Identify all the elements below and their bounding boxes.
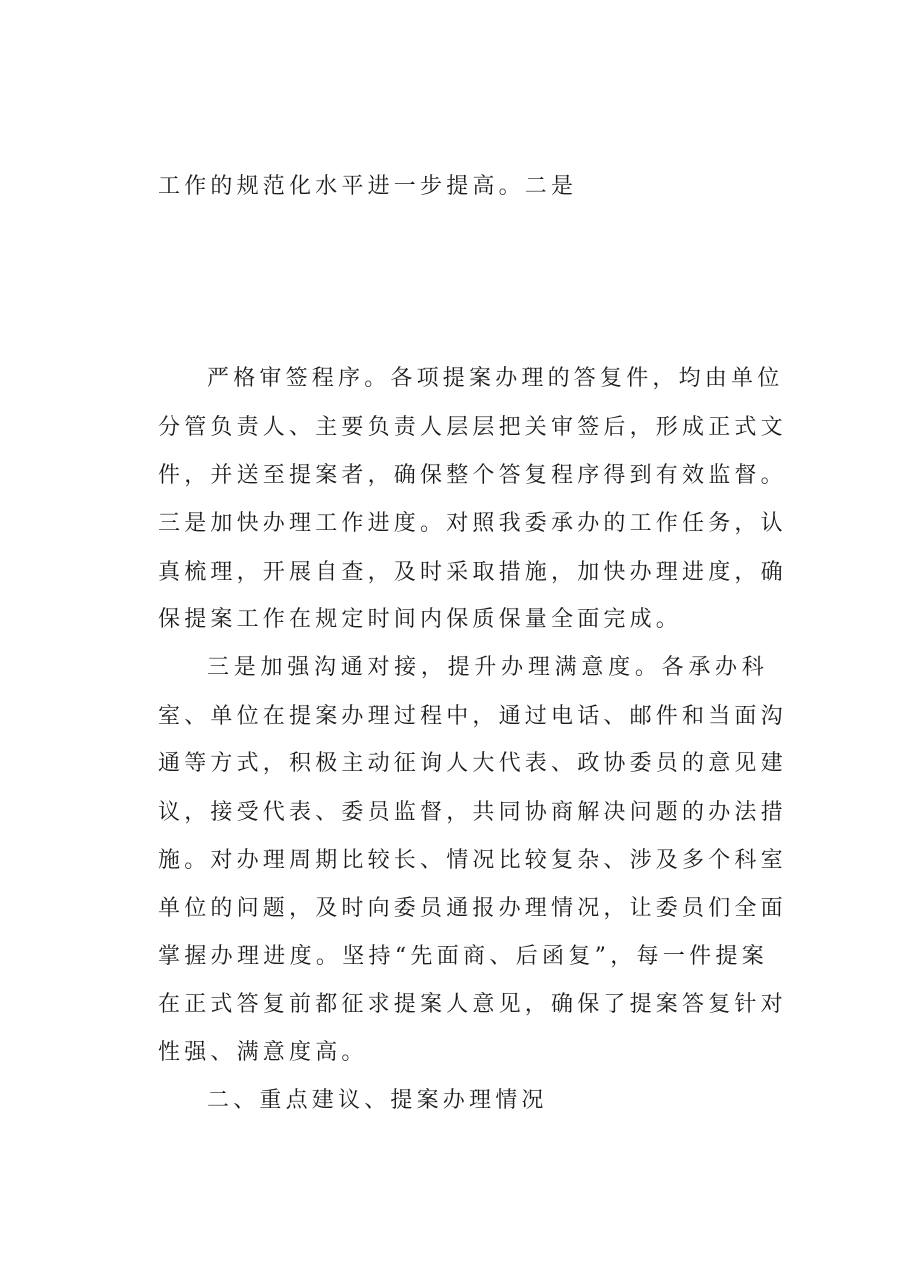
paragraph-line: 室、单位在提案办理过程中，通过电话、邮件和当面沟	[158, 704, 787, 729]
paragraph-line: 通等方式，积极主动征询人大代表、政协委员的意见建	[158, 751, 787, 776]
paragraph-line: 在正式答复前都征求提案人意见，确保了提案答复针对	[158, 992, 787, 1017]
paragraph-line: 工作的规范化水平进一步提高。二是	[158, 174, 578, 199]
paragraph-line: 真梳理，开展自查，及时采取措施，加快办理进度，确	[158, 560, 787, 585]
paragraph-line: 三是加强沟通对接，提升办理满意度。各承办科	[207, 655, 768, 680]
paragraph-line: 严格审签程序。各项提案办理的答复件，均由单位	[207, 366, 784, 391]
paragraph-line: 施。对办理周期比较长、情况比较复杂、涉及多个科室	[158, 848, 787, 873]
paragraph-line: 议，接受代表、委员监督，共同协商解决问题的办法措	[158, 800, 787, 825]
paragraph-line: 分管负责人、主要负责人层层把关审签后，形成正式文	[158, 415, 787, 440]
paragraph-line: 单位的问题，及时向委员通报办理情况，让委员们全面	[158, 896, 787, 921]
paragraph-line: 保提案工作在规定时间内保质保量全面完成。	[158, 607, 683, 632]
paragraph-line: 三是加快办理工作进度。对照我委承办的工作任务，认	[158, 511, 787, 536]
paragraph-line: 性强、满意度高。	[158, 1040, 368, 1065]
paragraph-line: 掌握办理进度。坚持“先面商、后函复”，每一件提案	[158, 944, 768, 969]
section-heading: 二、重点建议、提案办理情况	[207, 1088, 548, 1113]
paragraph-line: 件，并送至提案者，确保整个答复程序得到有效监督。	[158, 463, 787, 488]
